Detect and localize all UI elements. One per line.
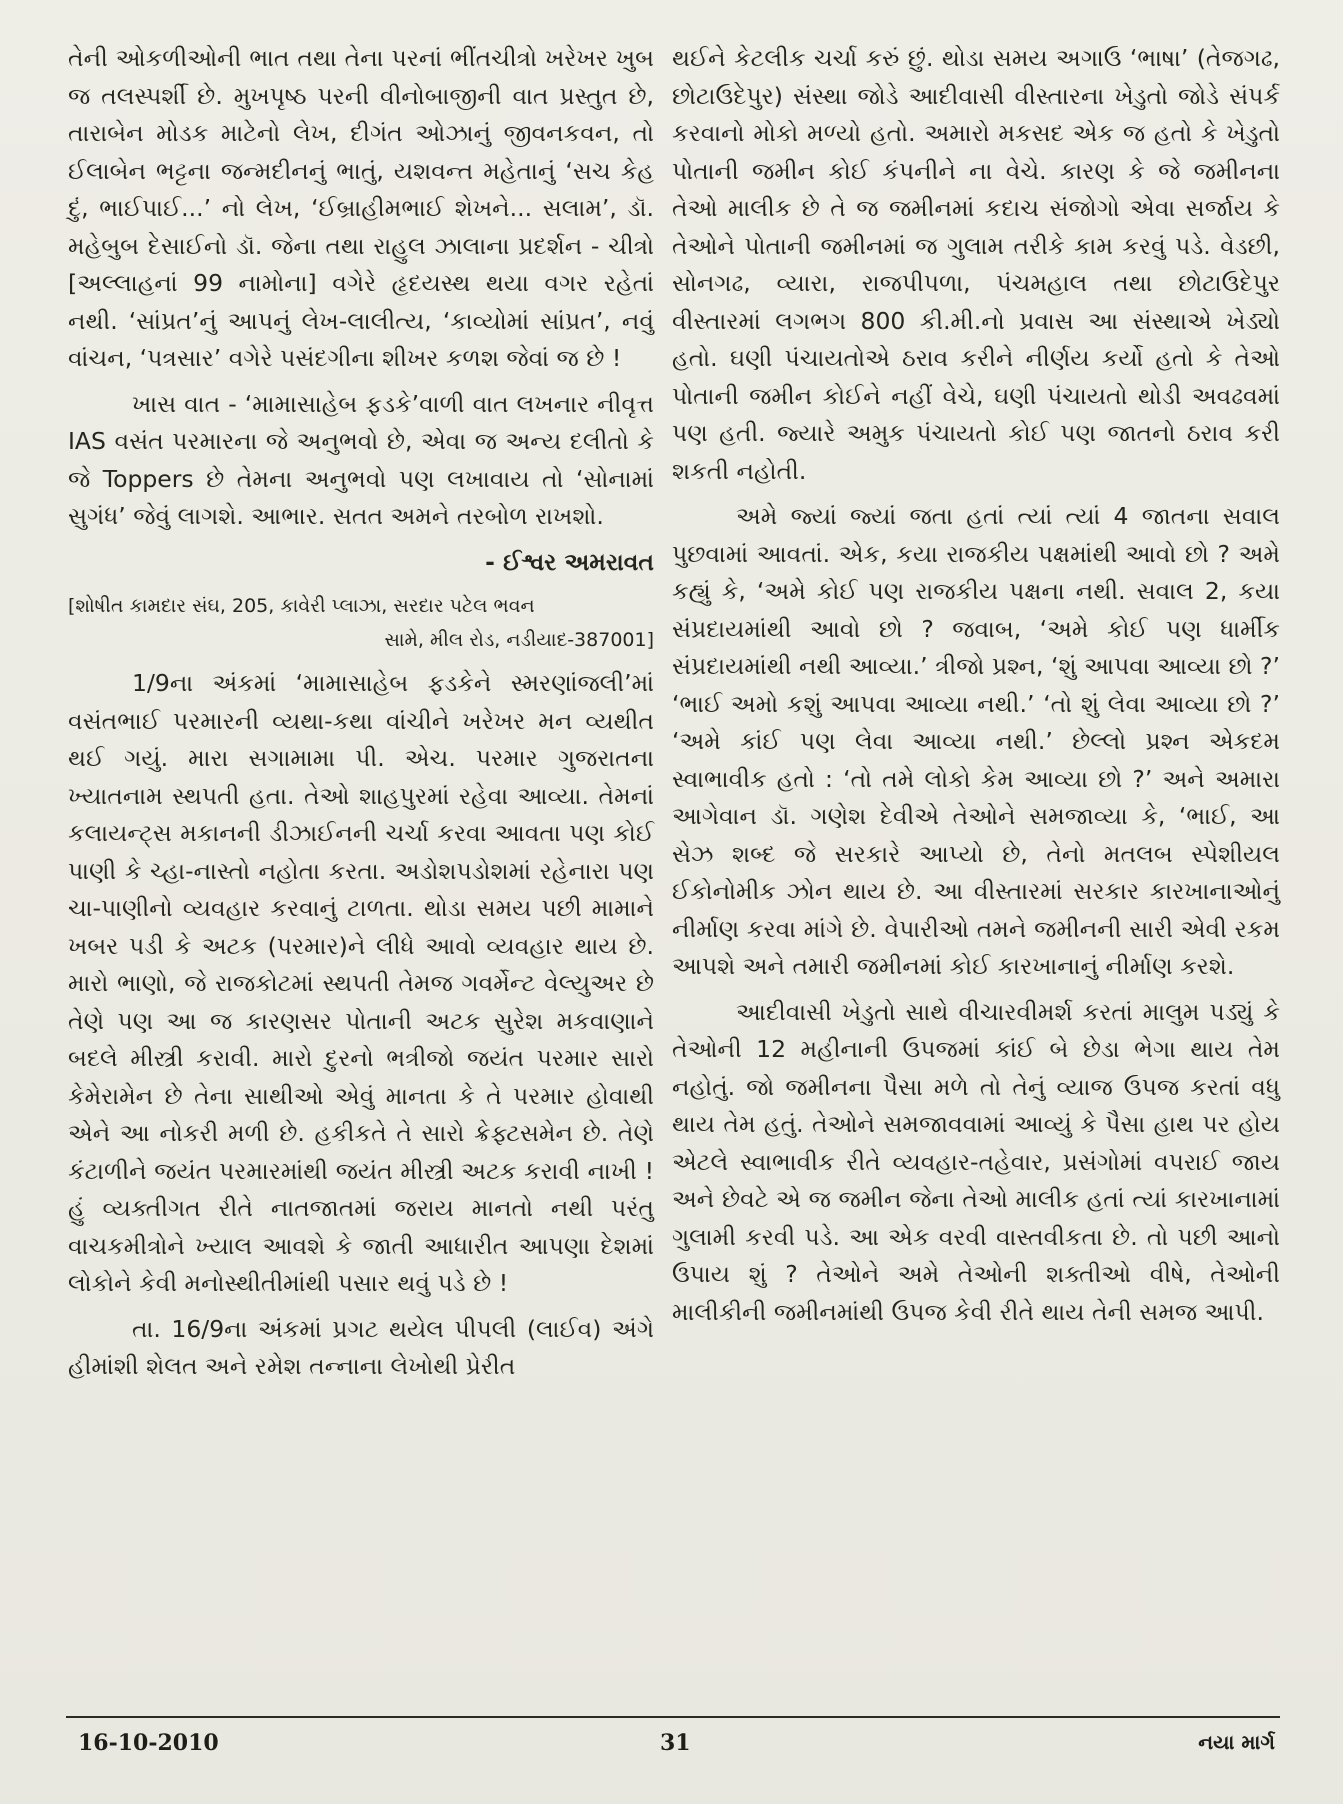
paragraph-third-letter-start: તા. 16/9ના અંકમાં પ્રગટ થયેલ પીપલી (લાઈવ) અંગે હીમાંશી શેલત અને રમેશ તન્નાના લેખોથી પ્રેરીત [68,1314,654,1380]
footer-date: 16-10-2010 [78,1730,219,1756]
paragraph-second-letter: 1/9ના અંકમાં ‘મામાસાહેબ ફડકેને સ્મરણાંજલી’માં વસંતભાઈ પરમારની વ્યથા-કથા વાંચીને ખરેખર મન વ્યથીત થઈ ગયું. મારા સગામામા પી. એચ. પરમાર ગુજરાતના ખ્યાતનામ સ્થપતી હતા. તેઓ શાહપુરમાં રહેવા આવ્યા. તેમનાં કલાયન્ટ્સ મકાનની ડીઝાઈનની ચર્ચા કરવા આવતા પણ કોઈ પાણી કે ચ્હા-નાસ્તો નહોતા કરતા. અડોશપડોશમાં રહેનારા પણ ચા-પાણીનો વ્યવહાર કરવાનું ટાળતા. થોડા સમય પછી મામાને ખબર પડી કે અટક (પરમાર)ને લીધે આવો વ્યવહાર થાય છે. મારો ભાણો, જે રાજકોટમાં સ્થપતી તેમજ ગવર્મેન્ટ વેલ્યુઅર છે તેણે પણ આ જ કારણસર પોતાની અટક સુરેશ મકવાણાને બદલે મીસ્ત્રી કરાવી. મારો દુરનો ભત્રીજો જયંત પરમાર સારો કેમેરામેન છે તેના સાથીઓ એવું માનતા કે તે પરમાર હોવાથી એને આ નોકરી મળી છે. હકીકતે તે સારો ક્રેફ્ટસમેન છે. તેણે કંટાળીને જયંત પરમારમાંથી જયંત મીસ્ત્રી અટક કરાવી નાખી ! હું વ્યક્તીગત રીતે નાતજાતમાં જરાય માનતો નથી પરંતુ વાચકમીત્રોને ખ્યાલ આવશે કે જાતી આધારીત આપણા દેશમાં લોકોને કેવી મનોસ્થીતીમાંથી પસાર થવું પડે છે ! [68,669,654,1297]
address-line-1: [શોષીત કામદાર સંઘ, 205, કાવેરી પ્લાઝા, સરદાર પટેલ ભવન [68,595,535,617]
letter-signature: - ઈશ્વર અમરાવત [485,547,654,576]
paragraph-questions: અમે જ્યાં જ્યાં જતા હતાં ત્યાં ત્યાં 4 જાતના સવાલ પુછવામાં આવતાં. એક, કયા રાજકીય પક્ષમાંથી આવો છો ? અમે કહ્યું કે, ‘અમે કોઈ પણ રાજકીય પક્ષના નથી. સવાલ 2, કયા સંપ્રદાયમાંથી આવો છો ? જવાબ, ‘અમે કોઈ પણ ધાર્મીક સંપ્રદાયમાંથી નથી આવ્યા.’ ત્રીજો પ્રશ્ન, ‘શું આપવા આવ્યા છો ?’ ‘ભાઈ અમો કશું આપવા આવ્યા નથી.’ ‘તો શું લેવા આવ્યા છો ?’ ‘અમે કાંઈ પણ લેવા આવ્યા નથી.’ છેલ્લો પ્રશ્ન એકદમ સ્વાભાવીક હતો : ‘તો તમે લોકો કેમ આવ્યા છો ?’ અને અમારા આગેવાન ડૉ. ગણેશ દેવીએ તેઓને સમજાવ્યા કે, ‘ભાઈ, આ સેઝ શબ્દ જે સરકારે આપ્યો છે, તેનો મતલબ સ્પેશીયલ ઈકોનોમીક ઝોન થાય છે. આ વીસ્તારમાં સરકાર કારખાનાઓનું નીર્માણ કરવા માંગે છે. વેપારીઓ તમને જમીનની સારી એવી રકમ આપશે અને તમારી જમીનમાં કોઈ કારખાનાનું નીર્માણ કરશે. [672,502,1280,980]
left-column [68,40,654,1394]
right-column [672,40,1280,1339]
address-line-2: સામે, મીલ રોડ, નડીયાદ-387001] [384,629,654,651]
letter-address [68,589,654,657]
paragraph-opening: તેની ઓકળીઓની ભાત તથા તેના પરનાં ભીંતચીત્રો ખરેખર ખુબ જ તલસ્પર્શી છે. મુખપૃષ્ઠ પરની વીનોબાજીની વાત પ્રસ્તુત છે, તારાબેન મોડક માટેનો લેખ, દીગંત ઓઝાનું જીવનકવન, તો ઈલાબેન ભટ્ટના જન્મદીનનું ભાતું, યશવન્ત મહેતાનું ‘સચ કેહ દું, ભાઈપાઈ...’ નો લેખ, ‘ઈબ્રાહીમભાઈ શેખને... સલામ’, ડૉ. મહેબુબ દેસાઈનો ડૉ. જેના તથા રાહુલ ઝાલાના પ્રદર્શન - ચીત્રો [અલ્લાહનાં 99 નામોના] વગેરે હૃદયસ્થ થયા વગર રહેતાં નથી. ‘સાંપ્રત’નું આપનું લેખ-લાલીત્ય, ‘કાવ્યોમાં સાંપ્રત’, નવું વાંચન, ‘પત્રસાર’ વગેરે પસંદગીના શીખર કળશ જેવાં જ છે ! [68,44,654,372]
paragraph-continued: થઈને કેટલીક ચર્ચા કરું છું. થોડા સમય અગાઉ ‘ભાષા’ (તેજગઢ, છોટાઉદેપુર) સંસ્થા જોડે આદીવાસી વીસ્તારના ખેડુતો જોડે સંપર્ક કરવાનો મોકો મળ્યો હતો. અમારો મકસદ એક જ હતો કે ખેડુતો પોતાની જમીન કોઈ કંપનીને ના વેચે. કારણ કે જે જમીનના તેઓ માલીક છે તે જ જમીનમાં કદાચ સંજોગો એવા સર્જાય કે તેઓને પોતાની જમીનમાં જ ગુલામ તરીકે કામ કરવું પડે. વેડછી, સોનગઢ, વ્યારા, રાજપીપળા, પંચમહાલ તથા છોટાઉદેપુર વીસ્તારમાં લગભગ 800 કી.મી.નો પ્રવાસ આ સંસ્થાએ ખેડ્યો હતો. ઘણી પંચાયતોએ ઠરાવ કરીને નીર્ણય કર્યો હતો કે તેઓ પોતાની જમીન કોઈને નહીં વેચે, ઘણી પંચાયતો થોડી અવઢવમાં પણ હતી. જ્યારે અમુક પંચાયતો કોઈ પણ જાતનો ઠરાવ કરી શકતી નહોતી. [672,44,1280,485]
footer-divider [66,1716,1280,1718]
paragraph-special-note: ખાસ વાત - ‘મામાસાહેબ ફડકે’વાળી વાત લખનાર નીવૃત્ત IAS વસંત પરમારના જે અનુભવો છે, એવા જ અન્ય દલીતો કે જે Toppers છે તેમના અનુભવો પણ લખાવાય તો ‘સોનામાં સુગંધ’ જેવું લાગશે. આભાર. સતત અમને તરબોળ રાખશો. [68,389,654,530]
paragraph-conclusion: આદીવાસી ખેડુતો સાથે વીચારવીમર્શ કરતાં માલુમ પડ્યું કે તેઓની 12 મહીનાની ઉપજમાં કાંઈ બે છેડા ભેગા થાય તેમ નહોતું. જો જમીનના પૈસા મળે તો તેનું વ્યાજ ઉપજ કરતાં વધુ થાય તેમ હતું. તેઓને સમજાવવામાં આવ્યું કે પૈસા હાથ પર હોય એટલે સ્વાભાવીક રીતે વ્યવહાર-તહેવાર, પ્રસંગોમાં વપરાઈ જાય અને છેવટે એ જ જમીન જેના તેઓ માલીક હતાં ત્યાં કારખાનામાં ગુલામી કરવી પડે. આ એક વરવી વાસ્તવીકતા છે. તો પછી આનો ઉપાય શું ? તેઓને અમે તેઓની શક્તીઓ વીષે, તેઓની માલીકીની જમીનમાંથી ઉપજ કેવી રીતે થાય તેની સમજ આપી. [672,997,1280,1326]
publication-name: નયા માર્ગ [1198,1730,1275,1754]
page-number: 31 [660,1730,691,1756]
